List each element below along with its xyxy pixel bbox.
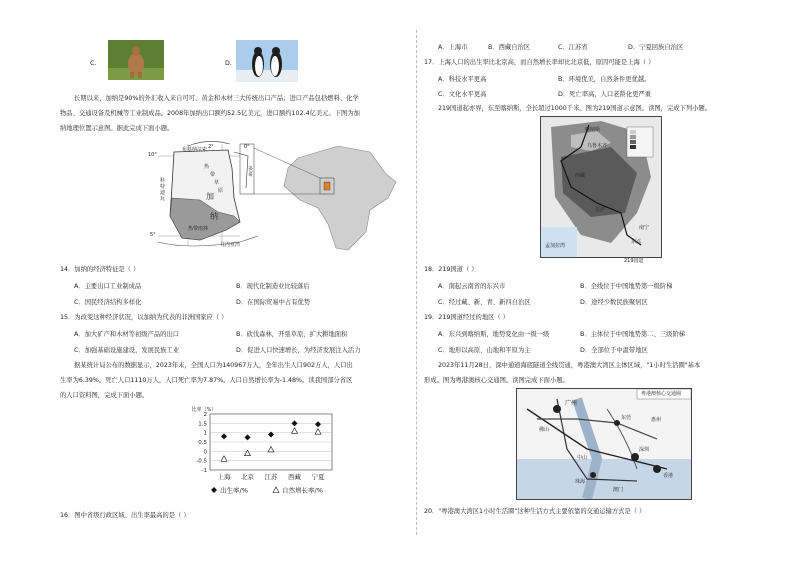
question-17: 17．上海人口的出生率比北京高，而自然增长率却比北京低，原因可能是上海（ ）: [424, 59, 655, 66]
map-label: 南宁: [639, 225, 650, 231]
lon-label: 0°: [244, 144, 250, 150]
map-label: 草: [214, 180, 220, 186]
q15-option-a[interactable]: A．加大矿产和木材等初级产品的出口: [74, 331, 180, 338]
growth-rate-point: [245, 450, 251, 456]
question-18: 18．219国道（ ）: [424, 266, 478, 273]
q18-option-d[interactable]: D．途经少数民族聚居区: [580, 299, 648, 306]
birth-rate-point: [268, 432, 274, 438]
q19-option-d[interactable]: D．全部位于中温带地区: [580, 347, 648, 354]
map-label: 惠州: [651, 417, 662, 423]
map-label: 澳门: [613, 487, 624, 493]
map-label: 科特迪瓦: [160, 178, 166, 202]
growth-rate-point: [221, 456, 227, 462]
map-label: 喀纳斯: [585, 127, 601, 133]
x-tick-label: 上海: [217, 473, 231, 481]
question-14: 14．加纳的经济特征是（ ）: [60, 266, 140, 273]
q17-option-d[interactable]: D．死亡率高，人口老龄化更严重: [558, 91, 652, 98]
map-label: 拉萨: [595, 207, 606, 213]
q18-option-c[interactable]: C．经过藏、新、青、新四自治区: [438, 299, 531, 306]
q14-option-d[interactable]: D．在国际贸易中占有优势: [236, 299, 311, 306]
q15-option-d[interactable]: D．促进人口快速增长，为经济发展注入活力: [236, 347, 361, 354]
x-tick-label: 北京: [241, 473, 254, 481]
x-tick-label: 西藏: [288, 473, 301, 481]
map-label: 加: [206, 192, 214, 201]
gba-traffic-map: [516, 388, 692, 500]
map-label: 多哥: [248, 166, 254, 178]
passage-line: 长期以来，加纳是90%的外汇收入来自可可、黄金和木材三大传统出口产品；进口产品包括燃料、化学: [74, 95, 359, 102]
map-label: 深圳: [639, 447, 650, 453]
q16-option-a[interactable]: A．上海市: [438, 44, 468, 51]
legend-triangle-icon: [273, 487, 279, 493]
passage-line: 生率为6.39%。死亡人口1110万人，人口死亡率为7.87%。人口自然增长率为-1.48%。读我国部分省区: [60, 377, 353, 384]
option-c-label: C.: [90, 60, 97, 67]
map-label: 东兴: [631, 239, 642, 245]
q15-option-b[interactable]: B．砍伐森林，开垦草原，扩大耕地面积: [236, 331, 348, 338]
population-chart-svg: [170, 404, 340, 502]
passage-line: 物品、交通设备及机械等工业制成品。2008年加纳出口额约52.5亿美元，进口额约102.4亿美元。下图为加: [60, 110, 360, 117]
growth-rate-point: [268, 446, 274, 452]
q16-option-b[interactable]: B．西藏自治区: [488, 44, 531, 51]
map-label: 纳: [210, 212, 218, 221]
x-tick-label: 江苏: [264, 473, 278, 481]
legend-label: 出生率/%: [220, 486, 248, 495]
question-15: 15．为改变这种经济状况，以加纳为代表的非洲国家应（ ）: [60, 314, 228, 321]
penguins-photo: [236, 40, 298, 82]
y-axis-label: 比率（%）: [191, 407, 217, 413]
population-chart: [170, 404, 340, 502]
growth-rate-point: [315, 429, 321, 435]
column-divider: [416, 30, 417, 535]
birth-rate-point: [315, 421, 321, 427]
gba-map-title: 粤港澳核心交通圈: [641, 391, 682, 397]
map-label: 珠海: [575, 479, 586, 485]
q17-option-b[interactable]: B．环境优美，自然条件更优越。: [558, 76, 651, 83]
ghana-location-map: [148, 138, 408, 256]
kangaroo-photo: [108, 40, 164, 80]
map-label: 原: [218, 188, 224, 194]
lat-label: 5°: [150, 232, 156, 238]
passage-line: 219国道起亦界，东至喀纳斯，全长超过1000千米。图为219国道示意图。读图，完成下列小题。: [438, 105, 712, 112]
legend-diamond-icon: [211, 487, 217, 493]
road-legend: 219国道: [624, 258, 644, 264]
y-tick-label: 1.5: [198, 421, 207, 428]
lon-label: 2°: [208, 144, 214, 150]
q16-option-c[interactable]: C．江苏省: [558, 44, 588, 51]
y-tick-label: 2: [203, 412, 207, 418]
y-tick-label: -0.5: [196, 458, 207, 465]
birth-rate-point: [292, 420, 298, 426]
map-label: 佛山: [539, 427, 550, 433]
q14-option-a[interactable]: A．主要出口工业制成品: [74, 283, 142, 290]
map-label: 广州: [565, 400, 578, 407]
map-label: 孟加拉湾: [545, 243, 566, 249]
map-label: 热带雨林: [188, 226, 209, 232]
y-tick-label: -1: [201, 468, 207, 474]
map-label: 香港: [663, 473, 674, 479]
q19-option-a[interactable]: A．东兴到喀纳斯，地势变化由一级一级: [438, 331, 550, 338]
map-label: 东莞: [621, 415, 632, 421]
growth-rate-point: [292, 428, 298, 434]
passage-line: 据某统计局公布的数据显示，2023年末，全国人口为140967万人，全年出生人口902万人，人口出: [74, 362, 353, 369]
q16-option-d[interactable]: D．宁夏回族自治区: [628, 44, 684, 51]
q15-option-c[interactable]: C．加强基础设施建设，发展民族工业: [74, 347, 180, 354]
map-label: 几内亚湾: [220, 242, 241, 248]
right-column: [424, 0, 724, 562]
q18-option-a[interactable]: A．南起云南省的东兴市: [438, 283, 506, 290]
q18-option-b[interactable]: B．全线位于中国地势第一级阶梯: [580, 283, 673, 290]
q17-option-c[interactable]: C．文化水平更高: [438, 91, 487, 98]
road-219-map: [540, 116, 662, 258]
q14-option-b[interactable]: B．现代化制造业比较落后: [236, 283, 310, 290]
birth-rate-point: [245, 434, 251, 440]
map-label: 西藏: [575, 173, 586, 179]
y-tick-label: 0: [203, 449, 207, 456]
q19-option-c[interactable]: C．地形以高原、山地和平原为主: [438, 347, 531, 354]
x-tick-label: 宁夏: [311, 473, 325, 481]
q14-option-c[interactable]: C．国民经济结构多样化: [74, 299, 142, 306]
question-20: 20．"粤港澳大湾区1小时生活圈"这种生活方式主要依靠的交通运输方式是（ ）: [424, 508, 646, 515]
passage-line: 2023年11月28日，深中通道海底隧道全线贯通，粤港澳大湾区主体区域，"1小时生活圈"基本: [438, 362, 701, 369]
map-label: 带: [210, 172, 216, 178]
passage-line: 形成。图为粤港澳核心交通图。读图完成下面小题。: [424, 377, 569, 384]
map-label: 乌鲁木齐: [587, 143, 608, 149]
q19-option-b[interactable]: B．主体位于中国地势第二、三级阶梯: [580, 331, 686, 338]
option-d-label: D.: [225, 60, 232, 67]
y-tick-label: 0.5: [198, 440, 207, 446]
passage-line: 的人口资料图，完成下面小题。: [60, 392, 149, 399]
birth-rate-point: [221, 433, 227, 439]
q17-option-a[interactable]: A．科技水平更高: [438, 76, 487, 83]
left-column: [60, 0, 410, 562]
map-label: 中山: [577, 455, 588, 461]
map-label: 布基纳法索: [182, 147, 208, 153]
y-tick-label: 1: [203, 430, 207, 437]
question-16: 16．图中省级行政区域、出生率最高的是（ ）: [60, 512, 190, 519]
passage-line: 纳地理位置示意图。据此完成下面小题。: [60, 125, 174, 132]
map-label: 热: [204, 164, 210, 170]
question-19: 19．219国道经过的地区（ ）: [424, 314, 510, 321]
lat-label: 10°: [148, 152, 157, 158]
legend-label: 自然增长率/%: [282, 486, 323, 495]
